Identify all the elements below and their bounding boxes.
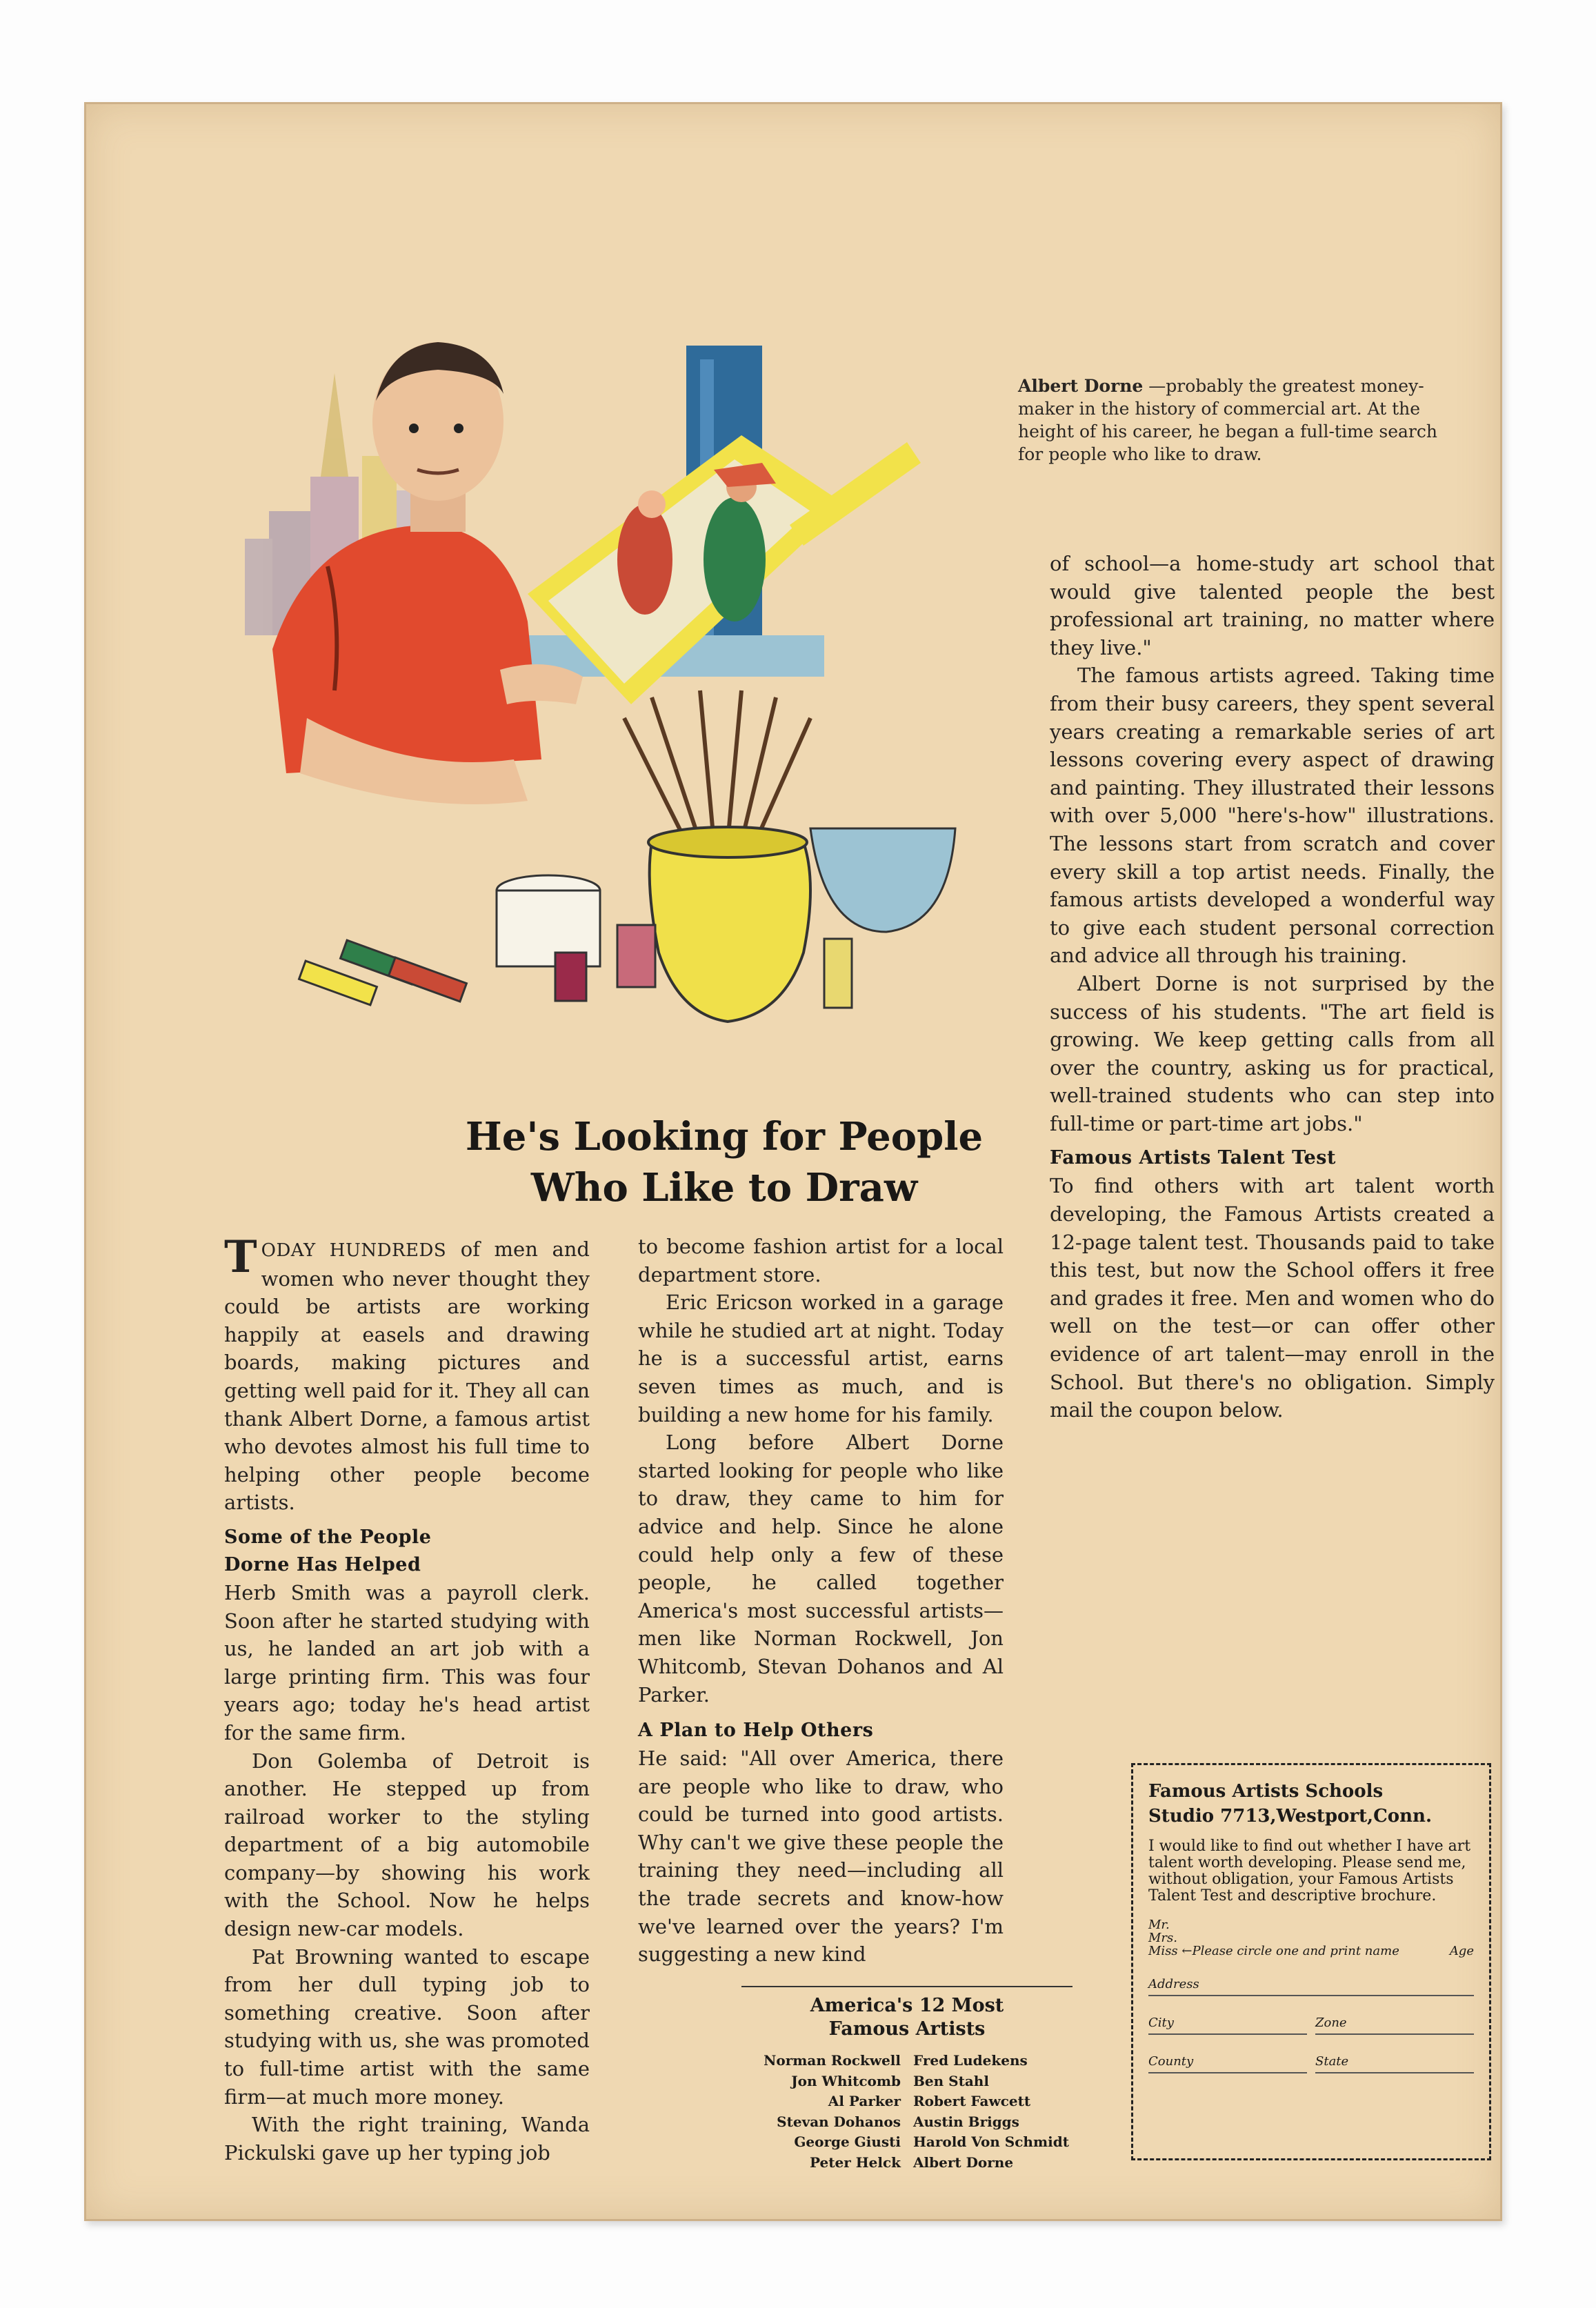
- famous-artists-list: [714, 1986, 1100, 2173]
- state-label: State: [1315, 2054, 1353, 2069]
- column-2: [638, 1233, 1004, 1969]
- headline-line2: Who Like to Draw: [530, 1165, 918, 1211]
- artist-name: Harold Von Schmidt: [913, 2133, 1069, 2150]
- col2-paragraph-3: Long before Albert Dorne started looking for people who like to draw, they came to him for advice and help. Since he alone could help only a few of these people, he called together America's most successful artists—men like Norman Rockwell, Jon Whitcomb, Stevan Dohanos and Al Parker.: [638, 1431, 1004, 1707]
- headline-line1: He's Looking for People: [465, 1114, 984, 1160]
- artists-title-line2: Famous Artists: [828, 2018, 986, 2040]
- county-label: County: [1148, 2054, 1197, 2069]
- artist-illustration: [203, 332, 1059, 1091]
- artist-name: Robert Fawcett: [913, 2093, 1031, 2109]
- col1-paragraph-1: [224, 1231, 590, 1517]
- col2-paragraph-2: Eric Ericson worked in a garage while he studied art at night. Today he is a successful artist, earns seven times as much, and is building a new home for his family.: [638, 1291, 1004, 1426]
- caption-text: —probably the greatest money-maker in the history of commercial art. At the height of his career, he began a full-time search for people who like to draw.: [1018, 376, 1437, 464]
- salutation-miss[interactable]: Miss: [1148, 1944, 1178, 1958]
- artist-name: Fred Ludekens: [913, 2052, 1028, 2069]
- county-field[interactable]: [1148, 2054, 1307, 2073]
- zone-label: Zone: [1315, 2016, 1351, 2030]
- artist-name: Stevan Dohanos: [777, 2113, 901, 2130]
- col2-paragraph-1: to become fashion artist for a local department store.: [638, 1235, 1004, 1286]
- city-label: City: [1148, 2016, 1178, 2030]
- artist-name: Jon Whitcomb: [791, 2072, 901, 2089]
- state-field[interactable]: [1315, 2054, 1474, 2073]
- col2-subhead: A Plan to Help Others: [638, 1720, 874, 1742]
- salutation-mr[interactable]: Mr.: [1148, 1918, 1170, 1932]
- col3-paragraph-3: Albert Dorne is not surprised by the success of his students. "The art field is growing. We keep getting calls from all over the country, asking us for practical, well-trained students who can step into full-time or part-time art jobs.": [1050, 971, 1495, 1135]
- address-field[interactable]: [1148, 1977, 1474, 1996]
- coupon-heading-2: Studio 7713,Westport,Conn.: [1148, 1806, 1432, 1827]
- address-label: Address: [1148, 1977, 1204, 1991]
- artist-name: Ben Stahl: [913, 2072, 989, 2089]
- col3-paragraph-2: The famous artists agreed. Taking time from their busy careers, they spent several years creating a remarkable series of art lessons covering every aspect of drawing and painting. They illustrated their lessons with over 5,000 "here's-how" illustrations. The lessons start from scratch and cover every skill a top artist needs. Finally, the famous artists developed a wonderful way to give each student personal correction and advice all through his training.: [1050, 664, 1495, 968]
- coupon-body: I would like to find out whether I have art talent worth developing. Please send me, without obligation, your Famous Artists Talent Test and descriptive brochure.: [1148, 1838, 1471, 1904]
- column-3: [1050, 550, 1495, 1424]
- col1-paragraph-3: Don Golemba of Detroit is another. He stepped up from railroad worker to the styling department of a big automobile company—by showing his work with the School. Now he helps design new-car models.: [224, 1749, 590, 1941]
- headline: [314, 1111, 1135, 1213]
- illustration-caption: [1018, 375, 1459, 466]
- col1-paragraph-5: With the right training, Wanda Pickulski gave up her typing job: [224, 2113, 590, 2165]
- salutation-options[interactable]: [1148, 1918, 1474, 1958]
- col2-paragraph-4: He said: "All over America, there are people who like to draw, who could be turned into good artists. Why can't we give these people the training they need—including all the trade secrets and know-how we've learned over the years? I'm suggesting a new kind: [638, 1747, 1004, 1967]
- artists-title-line1: America's 12 Most: [810, 1995, 1004, 2016]
- artists-title: [741, 1986, 1073, 2041]
- col1-p1-text: of men and women who never thought they could be artists are working happily at easels and drawing boards, making pictures and getting well paid for it. They all can thank Albert Dorne, a famous artist who devotes almost his full time to helping other people become artists.: [224, 1237, 590, 1515]
- artist-name: George Giusti: [794, 2133, 901, 2150]
- drop-cap: T: [224, 1231, 257, 1283]
- col1-subhead-line1: Some of the People: [224, 1526, 432, 1548]
- city-field[interactable]: [1148, 2016, 1307, 2035]
- artist-name: Albert Dorne: [913, 2153, 1014, 2171]
- artists-grid: [714, 2051, 1100, 2173]
- artist-name: Peter Helck: [810, 2153, 901, 2171]
- col1-subhead-line2: Dorne Has Helped: [224, 1553, 421, 1575]
- col1-subhead: [224, 1524, 590, 1579]
- comic-back-cover: [84, 102, 1502, 2221]
- artist-name: Al Parker: [828, 2093, 901, 2109]
- col3-paragraph-4: To find others with art talent worth developing, the Famous Artists created a 12-page talent test. Thousands paid to take this test, but now the School offers it free and grades it free. Men and women who do well on the test—or can offer other evidence of art talent—may enroll in the School. But there's no obligation. Simply mail the coupon below.: [1050, 1174, 1495, 1422]
- mail-coupon[interactable]: [1131, 1763, 1491, 2160]
- artist-name: Austin Briggs: [913, 2113, 1019, 2130]
- col1-paragraph-4: Pat Browning wanted to escape from her dull typing job to something creative. Soon after studying with us, she was promoted to full-time artist with the same firm—at much more money.: [224, 1944, 590, 2109]
- coupon-heading-1: Famous Artists Schools: [1148, 1781, 1384, 1802]
- salutation-mrs[interactable]: Mrs.: [1148, 1931, 1177, 1945]
- col1-paragraph-2: Herb Smith was a payroll clerk. Soon after he started studying with us, he landed an art job with a large printing firm. This was four years ago; today he's head artist for the same firm.: [224, 1580, 590, 1744]
- circle-note: ←Please circle one and print name: [1181, 1944, 1399, 1958]
- zone-field[interactable]: [1315, 2016, 1474, 2035]
- artist-name: Norman Rockwell: [764, 2052, 901, 2069]
- col3-paragraph-1: of school—a home-study art school that would give talented people the best professional art training, no matter where they live.": [1050, 552, 1495, 659]
- lead-smallcaps: ODAY HUNDREDS: [261, 1240, 447, 1261]
- caption-name: Albert Dorne: [1018, 376, 1144, 396]
- col3-subhead: Famous Artists Talent Test: [1050, 1147, 1336, 1169]
- age-label: Age: [1449, 1944, 1474, 1958]
- column-1: [224, 1231, 590, 2167]
